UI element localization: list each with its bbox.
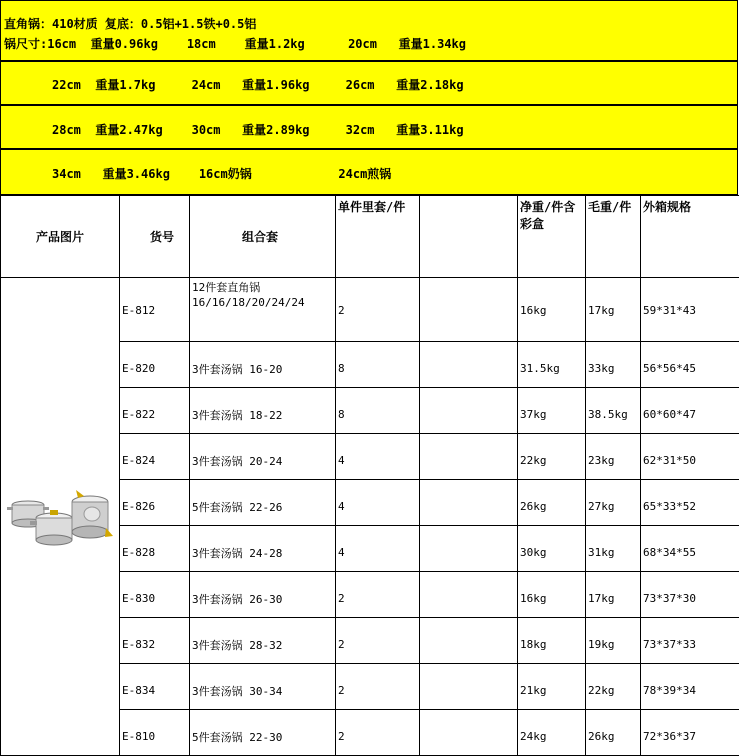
row-code: E-826 xyxy=(120,480,190,526)
row-code: E-824 xyxy=(120,434,190,480)
row-blank xyxy=(420,278,518,342)
header-block-4 xyxy=(0,149,738,195)
table-header-row xyxy=(1,196,739,278)
row-set: 3件套汤锅 24-28 xyxy=(190,526,336,572)
row-set: 3件套汤锅 20-24 xyxy=(190,434,336,480)
row-code: E-828 xyxy=(120,526,190,572)
row-blank xyxy=(420,526,518,572)
row-blank xyxy=(420,618,518,664)
product-table xyxy=(0,195,739,756)
row-pcs: 2 xyxy=(336,278,420,342)
col-header-set: 组合套 xyxy=(190,196,336,278)
header-sizes-line-1: 锅尺寸:16cm 重量0.96kg 18cm 重量1.2kg 20cm 重量1.34kg xyxy=(4,35,466,52)
row-pcs: 2 xyxy=(336,710,420,756)
row-gross: 22kg xyxy=(586,664,641,710)
row-pcs: 8 xyxy=(336,342,420,388)
row-blank xyxy=(420,388,518,434)
row-pcs: 2 xyxy=(336,664,420,710)
row-pcs: 4 xyxy=(336,434,420,480)
table-row xyxy=(1,278,739,342)
row-set: 3件套汤锅 28-32 xyxy=(190,618,336,664)
row-carton: 65*33*52 xyxy=(641,480,739,526)
row-carton: 62*31*50 xyxy=(641,434,739,480)
row-code: E-834 xyxy=(120,664,190,710)
col-header-gross-weight: 毛重/件 xyxy=(586,196,641,278)
header-block-1 xyxy=(0,0,738,61)
row-blank xyxy=(420,342,518,388)
header-sizes-line-3: 28cm 重量2.47kg 30cm 重量2.89kg 32cm 重量3.11kg xyxy=(52,121,464,138)
row-net: 16kg xyxy=(518,572,586,618)
header-block-3 xyxy=(0,105,738,149)
row-carton: 78*39*34 xyxy=(641,664,739,710)
row-set: 3件套汤锅 16-20 xyxy=(190,342,336,388)
row-code: E-830 xyxy=(120,572,190,618)
row-code: E-812 xyxy=(120,278,190,342)
row-carton: 56*56*45 xyxy=(641,342,739,388)
row-code: E-820 xyxy=(120,342,190,388)
row-gross: 38.5kg xyxy=(586,388,641,434)
col-header-carton-size: 外箱规格 xyxy=(641,196,739,278)
row-blank xyxy=(420,664,518,710)
row-gross: 17kg xyxy=(586,572,641,618)
row-net: 24kg xyxy=(518,710,586,756)
col-header-blank xyxy=(420,196,518,278)
row-net: 31.5kg xyxy=(518,342,586,388)
row-set: 3件套汤锅 30-34 xyxy=(190,664,336,710)
row-carton: 59*31*43 xyxy=(641,278,739,342)
row-set: 12件套直角锅 16/16/18/20/24/24 xyxy=(190,278,336,342)
row-pcs: 4 xyxy=(336,480,420,526)
header-block-2 xyxy=(0,61,738,105)
row-net: 22kg xyxy=(518,434,586,480)
row-carton: 72*36*37 xyxy=(641,710,739,756)
row-code: E-832 xyxy=(120,618,190,664)
row-gross: 31kg xyxy=(586,526,641,572)
row-net: 30kg xyxy=(518,526,586,572)
row-gross: 33kg xyxy=(586,342,641,388)
row-net: 37kg xyxy=(518,388,586,434)
row-net: 16kg xyxy=(518,278,586,342)
row-pcs: 2 xyxy=(336,618,420,664)
row-net: 26kg xyxy=(518,480,586,526)
header-sizes-line-2: 22cm 重量1.7kg 24cm 重量1.96kg 26cm 重量2.18kg xyxy=(52,76,464,93)
row-carton: 60*60*47 xyxy=(641,388,739,434)
row-set: 3件套汤锅 18-22 xyxy=(190,388,336,434)
row-gross: 23kg xyxy=(586,434,641,480)
product-photo-cell xyxy=(1,278,120,756)
row-blank xyxy=(420,480,518,526)
row-gross: 17kg xyxy=(586,278,641,342)
row-pcs: 4 xyxy=(336,526,420,572)
row-pcs: 8 xyxy=(336,388,420,434)
header-sizes-line-4: 34cm 重量3.46kg 16cm奶锅 24cm煎锅 xyxy=(52,165,391,182)
row-blank xyxy=(420,434,518,480)
col-header-pcs: 单件里套/件 xyxy=(336,196,420,278)
row-blank xyxy=(420,572,518,618)
header-material-line: 直角锅：410材质 复底：0.5铝+1.5铁+0.5铝 xyxy=(4,15,256,32)
row-net: 21kg xyxy=(518,664,586,710)
row-gross: 27kg xyxy=(586,480,641,526)
row-code: E-810 xyxy=(120,710,190,756)
cookware-set-image xyxy=(6,482,114,552)
col-header-net-weight: 净重/件含彩盒 xyxy=(518,196,586,278)
row-carton: 73*37*33 xyxy=(641,618,739,664)
col-header-photo: 产品图片 xyxy=(1,196,120,278)
row-blank xyxy=(420,710,518,756)
row-gross: 26kg xyxy=(586,710,641,756)
row-carton: 68*34*55 xyxy=(641,526,739,572)
row-gross: 19kg xyxy=(586,618,641,664)
row-carton: 73*37*30 xyxy=(641,572,739,618)
row-pcs: 2 xyxy=(336,572,420,618)
row-code: E-822 xyxy=(120,388,190,434)
row-set: 5件套汤锅 22-30 xyxy=(190,710,336,756)
row-net: 18kg xyxy=(518,618,586,664)
row-set: 5件套汤锅 22-26 xyxy=(190,480,336,526)
row-set: 3件套汤锅 26-30 xyxy=(190,572,336,618)
col-header-code: 货号 xyxy=(120,196,190,278)
